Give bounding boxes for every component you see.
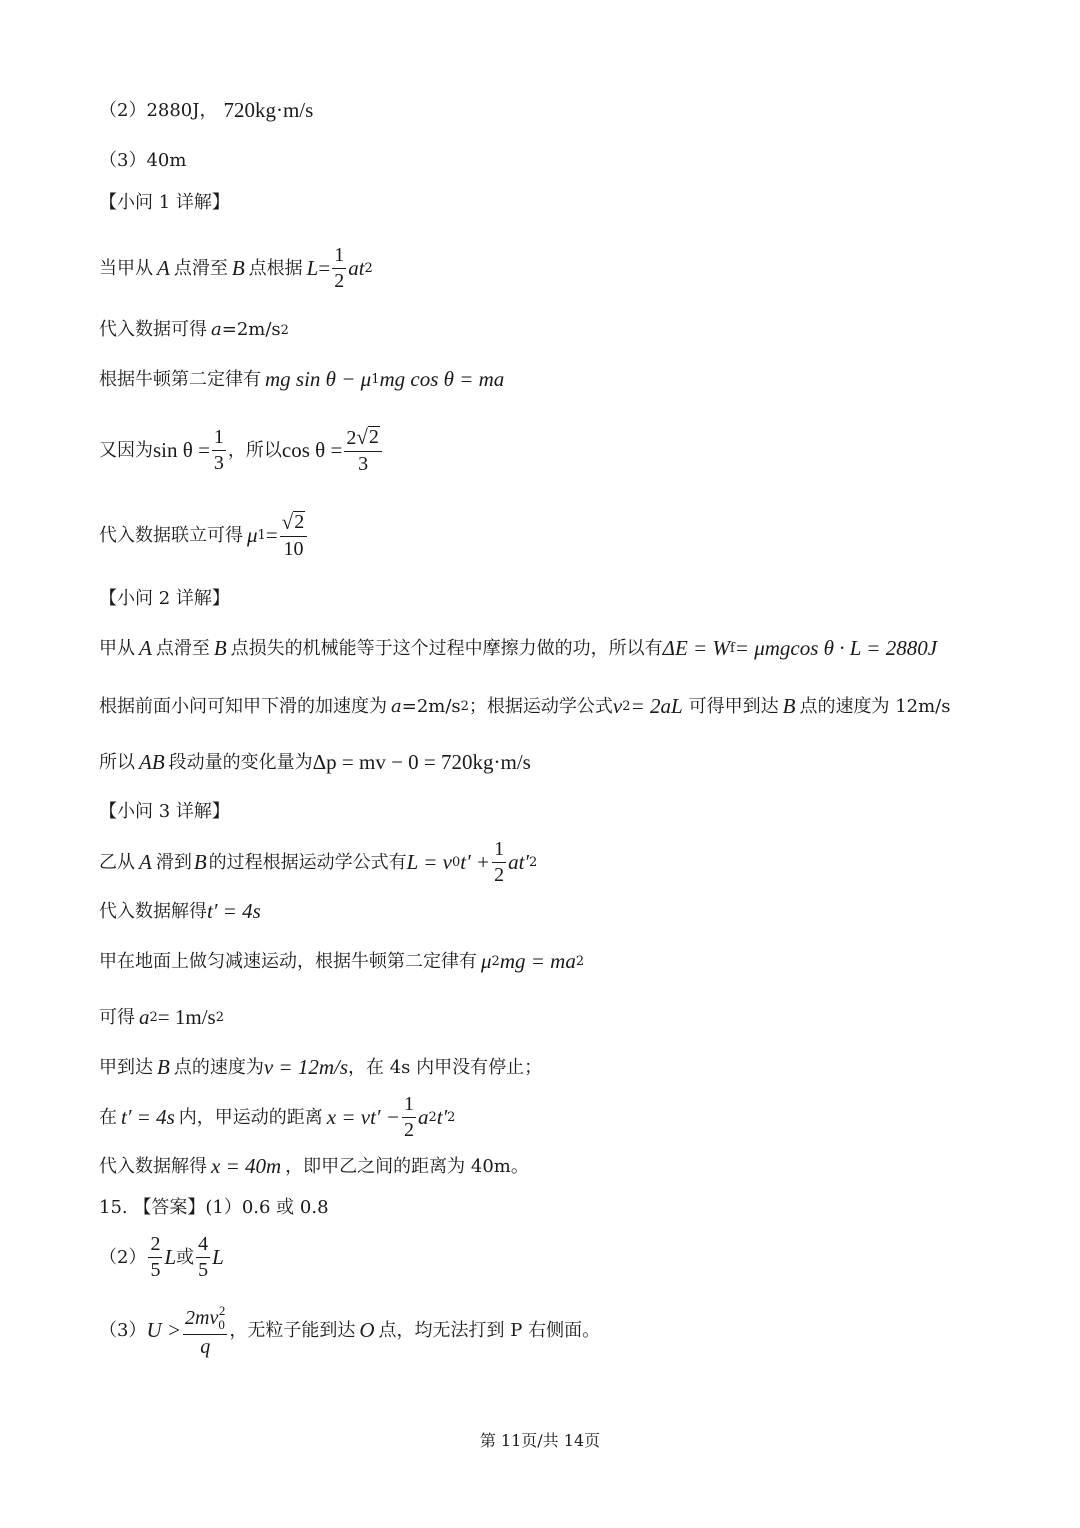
detail-line-4	[99, 426, 384, 475]
section-heading-2: 【小问 2 详解】	[99, 588, 230, 609]
text: 甲到达	[99, 1056, 153, 1078]
text: ，无粒子能到达	[229, 1319, 356, 1341]
fraction-half	[492, 839, 506, 886]
exponent: 2	[447, 1110, 456, 1125]
detail-line-8	[99, 752, 531, 773]
equation: x = 40m	[211, 1154, 282, 1178]
numerator: 1	[492, 839, 506, 863]
equation-part: = 1m/s	[157, 1005, 216, 1029]
equation: v = 12m/s	[263, 1055, 348, 1079]
numerator	[183, 1304, 227, 1335]
detail-line-7	[99, 696, 950, 717]
text: 甲在地面上做匀减速运动，根据牛顿第二定律有	[99, 950, 477, 972]
numerator: 2	[148, 1234, 162, 1258]
sqrt: √ 2	[281, 510, 305, 534]
detail-line-12	[99, 1007, 224, 1028]
text: 点的速度为 12m/s	[799, 695, 951, 717]
text: ；根据运动学公式	[468, 695, 613, 717]
sqrt: √ 2	[356, 425, 379, 449]
text: 点，均无法打到 P 右侧面。	[378, 1319, 601, 1341]
text: 点根据	[248, 257, 303, 279]
var-a: a	[391, 695, 402, 717]
radicand: 2	[368, 426, 379, 449]
answer-part-3: （3）40m	[99, 150, 187, 171]
detail-line-3	[99, 369, 504, 390]
text: 点的速度为	[173, 1056, 264, 1078]
text: 在	[99, 1106, 117, 1128]
text: 内，甲运动的距离	[178, 1106, 323, 1128]
detail-line-13	[99, 1057, 542, 1078]
detail-line-6	[99, 638, 937, 659]
exponent: 2	[460, 699, 469, 714]
var-L: L	[306, 256, 319, 280]
detail-line-2	[99, 321, 289, 339]
fraction-half	[402, 1094, 416, 1141]
answer-15-part-3	[99, 1304, 600, 1358]
subscript: 2	[575, 954, 585, 969]
text: 点损失的机械能等于这个过程中摩擦力做的功，所以有	[230, 637, 663, 659]
text: 所以	[99, 751, 135, 773]
denominator: 3	[358, 453, 369, 475]
numerator: 1	[402, 1094, 416, 1118]
text: 又因为	[99, 439, 153, 461]
var-B: B	[782, 694, 796, 718]
detail-line-5	[99, 511, 309, 560]
numerator	[344, 426, 382, 452]
denominator: 3	[213, 452, 224, 474]
fraction-four-fifths	[196, 1234, 210, 1281]
text: 代入数据可得	[99, 319, 207, 340]
text: 代入数据解得	[99, 1155, 207, 1177]
exponent: 2	[529, 855, 538, 870]
equation: Δp = mv − 0 = 720kg·m/s	[312, 750, 531, 774]
answer-15-part-2	[99, 1234, 224, 1281]
text: 可得	[99, 1006, 135, 1028]
equals: =	[318, 256, 331, 280]
sin-theta: sin θ =	[153, 438, 210, 462]
text: 滑到	[155, 851, 192, 873]
numerator: 1	[212, 427, 226, 451]
subscript: 0	[218, 1317, 225, 1332]
subscript: 0	[451, 855, 461, 870]
var-A: A	[139, 636, 152, 660]
subscript: f	[729, 641, 735, 656]
var-B: B	[213, 636, 227, 660]
equation-part: L = v	[406, 850, 452, 874]
var-O: O	[359, 1318, 375, 1343]
text: 根据牛顿第二定律有	[99, 368, 261, 390]
subscript: 2	[149, 1010, 158, 1025]
fraction-mu	[280, 511, 308, 560]
fraction-voltage	[183, 1304, 227, 1358]
text: 的过程根据运动学公式有	[208, 851, 407, 873]
part-label: （2）	[99, 1246, 147, 1268]
denominator: 2	[403, 1119, 414, 1141]
denominator: 2	[334, 270, 345, 292]
var-AB: AB	[139, 750, 165, 774]
detail-line-10	[99, 901, 261, 922]
var-L: L	[212, 1245, 224, 1269]
var-A: A	[139, 850, 152, 874]
denominator: 5	[198, 1259, 209, 1281]
question-15-answer: 15. 【答案】(1）0.6 或 0.8	[99, 1197, 329, 1218]
text: 当甲从	[99, 257, 153, 279]
var-B: B	[231, 256, 245, 280]
section-heading-3: 【小问 3 详解】	[99, 801, 230, 822]
text: 或	[176, 1246, 195, 1268]
text: 可得甲到达	[688, 695, 779, 717]
denominator: 10	[283, 538, 304, 560]
text: ，在 4s 内甲没有停止；	[348, 1056, 543, 1078]
subscript: 1	[257, 528, 266, 543]
text: 乙从	[99, 851, 135, 873]
exponent: 2	[622, 699, 631, 714]
term: 2mv	[185, 1307, 219, 1329]
equation-part: = μmgcos θ · L = 2880J	[734, 636, 938, 660]
var-v: v	[612, 694, 623, 718]
detail-line-14	[99, 1094, 455, 1141]
exponent: 2	[218, 1303, 226, 1318]
var-a: a	[417, 1105, 429, 1129]
equation: t′ = 4s	[121, 1105, 175, 1129]
equation-part: = 2aL	[630, 694, 683, 718]
subscript: 2	[491, 954, 500, 969]
coefficient: 2	[346, 427, 357, 449]
denominator: 5	[150, 1259, 161, 1281]
fraction-half	[332, 245, 346, 292]
numerator: 1	[332, 245, 346, 269]
var-t: t′	[436, 1105, 448, 1129]
equation-part: mg cos θ = ma	[379, 367, 505, 391]
text: 点滑至	[173, 257, 228, 279]
equation-part: mg sin θ − μ	[265, 367, 372, 391]
detail-line-9	[99, 839, 537, 886]
denominator: q	[200, 1335, 211, 1358]
detail-line-1	[99, 245, 373, 292]
subscript: 1	[371, 372, 380, 387]
subscript: 2	[428, 1110, 437, 1125]
part-label: （2）	[99, 99, 147, 121]
var-B: B	[193, 850, 207, 874]
var-a: a	[139, 1005, 150, 1029]
text: 代入数据联立可得	[99, 524, 243, 546]
value: =2m/s	[401, 695, 461, 717]
term-at: at′	[508, 850, 530, 874]
equation: t′ = 4s	[207, 899, 261, 923]
fraction-two-fifths	[148, 1234, 162, 1281]
value: =2m/s	[221, 319, 281, 340]
var-B: B	[157, 1055, 170, 1079]
fraction-third	[212, 427, 226, 474]
text: ，所以	[227, 439, 282, 461]
fraction-cos	[344, 426, 382, 475]
mu: μ	[247, 523, 258, 547]
section-heading-1: 【小问 1 详解】	[99, 192, 230, 213]
inequality: U >	[146, 1318, 182, 1343]
part-label: （3）	[99, 1319, 147, 1341]
equation-part: x = vt′ −	[326, 1105, 400, 1129]
radicand: 2	[294, 511, 305, 534]
detail-line-15	[99, 1156, 529, 1177]
equation-part: ΔE = W	[662, 636, 730, 660]
page-footer: 第 11页/共 14页	[479, 1431, 601, 1450]
numerator: 4	[196, 1234, 210, 1258]
cos-theta: cos θ =	[281, 438, 343, 462]
exponent: 2	[215, 1010, 224, 1025]
exponent: 2	[364, 261, 373, 276]
var-L: L	[164, 1245, 177, 1269]
answer-part-2	[99, 100, 313, 121]
energy-value: 2880J，	[146, 99, 218, 121]
var-a: a	[211, 319, 222, 340]
equation-part: mg = ma	[499, 949, 576, 973]
term-at: at	[348, 256, 365, 280]
denominator: 2	[494, 864, 505, 886]
text: 代入数据解得	[99, 900, 207, 922]
exponent: 2	[280, 322, 289, 338]
text: 根据前面小问可知甲下滑的加速度为	[99, 695, 387, 717]
text: 点滑至	[155, 637, 210, 659]
equals: =	[265, 523, 278, 547]
mu: μ	[481, 949, 492, 973]
text: 甲从	[99, 637, 135, 659]
detail-line-11	[99, 951, 584, 972]
numerator	[280, 511, 308, 537]
text: ，即甲乙之间的距离为 40m。	[285, 1155, 529, 1177]
var-A: A	[157, 256, 170, 280]
text: 段动量的变化量为	[168, 751, 313, 773]
momentum-value: 720kg·m/s	[223, 98, 314, 122]
equation-part: t′ +	[460, 850, 491, 874]
